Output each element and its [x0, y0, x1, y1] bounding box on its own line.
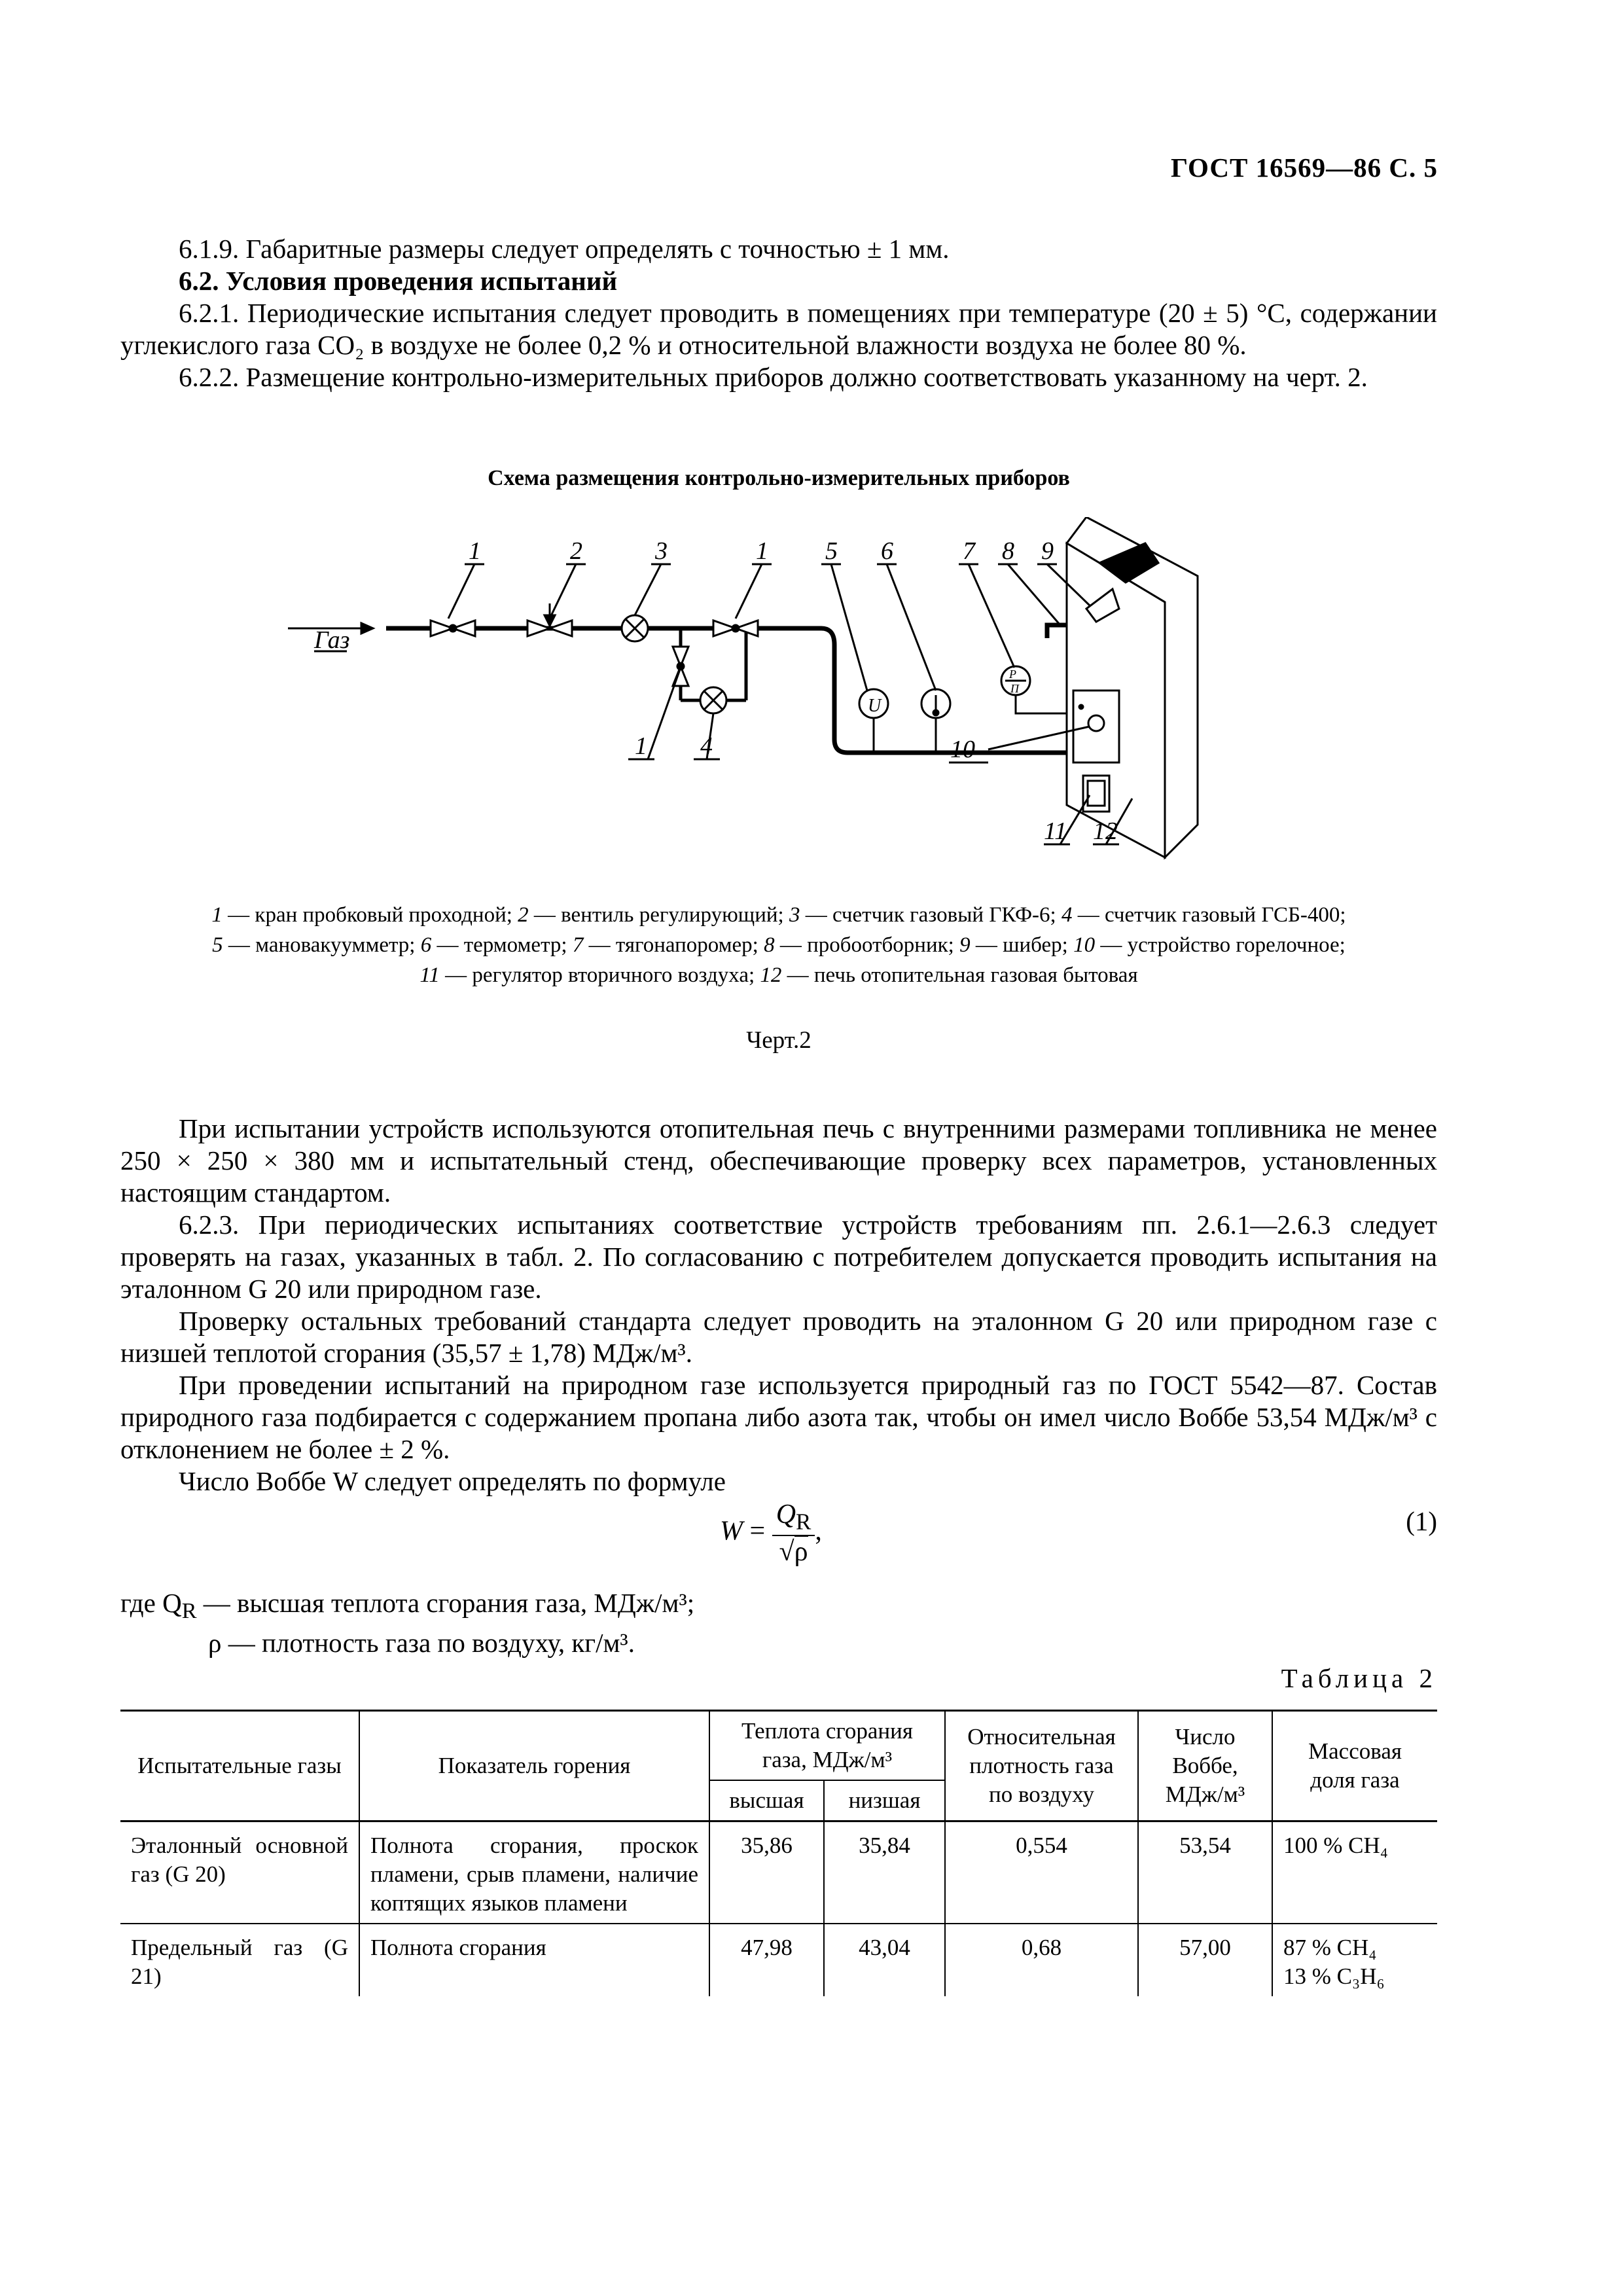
- legend-text: — регулятор вторичного воздуха;: [445, 963, 755, 987]
- heating-furnace-icon: [1067, 517, 1198, 857]
- callout-6: 6: [881, 537, 893, 565]
- legend-num: 11: [419, 963, 440, 987]
- cell-high: 47,98: [709, 1924, 824, 1996]
- callout-1a: 1: [469, 537, 481, 565]
- paragraph-6-2-1: 6.2.1. Периодические испытания следует проводить в помещениях при температуре (20 ± 5) °С, содержании углекислого газа СО₂ в воздухе не более 0,2 % и относительной влажности воздуха не более 80 %.: [120, 298, 1437, 360]
- table-row: [120, 1924, 1437, 1996]
- legend-num: 8: [764, 933, 775, 957]
- cell-wobbe: 53,54: [1138, 1821, 1272, 1924]
- cell-indicator: Полнота сгорания, проскок пламени, срыв пламени, наличие коптящих языков пламени: [359, 1821, 709, 1924]
- where-block: [120, 1587, 1437, 1659]
- gauge-label-p: Р: [1009, 668, 1016, 681]
- callout-3: 3: [655, 537, 668, 565]
- fraction-line: 13 % C₃H₆: [1283, 1964, 1385, 1989]
- formula-numerator: Q: [776, 1499, 796, 1530]
- legend-num: 10: [1073, 933, 1096, 957]
- paragraph-wobbe: Число Воббе W следует определять по формуле: [179, 1466, 726, 1496]
- legend-num: 6: [420, 933, 432, 957]
- instrument-layout-diagram: [288, 517, 1270, 870]
- formula-numerator-sub: R: [796, 1509, 812, 1535]
- paragraph-6-1-9: 6.1.9. Габаритные размеры следует определять с точностью ± 1 мм.: [179, 234, 950, 264]
- legend-text: — счетчик газовый ГСБ-400;: [1077, 903, 1346, 927]
- legend-text: — вентиль регулирующий;: [533, 903, 784, 927]
- formula-number: (1): [1406, 1506, 1437, 1536]
- legend-text: — устройство горелочное;: [1100, 933, 1346, 957]
- legend-text: — печь отопительная газовая бытовая: [787, 963, 1138, 987]
- section-heading: 6.2. Условия проведения испытаний: [179, 266, 618, 296]
- paragraph-6-2-3: 6.2.3. При периодических испытаниях соответствие устройств требованиям пп. 2.6.1—2.6.3 следует проверять на газах, указанных в табл. 2. По согласованию с потребителем допускается проводить испытания на эталонном G 20 или природном газе.: [120, 1210, 1437, 1304]
- figure-label: Черт.2: [746, 1027, 812, 1054]
- cell-indicator: Полнота сгорания: [359, 1924, 709, 1996]
- cell-low: 43,04: [824, 1924, 945, 1996]
- page-header: ГОСТ 16569—86 С. 5: [1170, 152, 1438, 183]
- paragraph-other-requirements: Проверку остальных требований стандарта следует проводить на эталонном G 20 или природном газе с низшей теплотой сгорания (35,57 ± 1,78) МДж/м³.: [120, 1306, 1437, 1368]
- header-fraction: Массовая доля газа: [1272, 1711, 1437, 1821]
- cell-high: 35,86: [709, 1821, 824, 1924]
- header-heat-low: низшая: [824, 1780, 945, 1821]
- paragraph-furnace: При испытании устройств используются отопительная печь с внутренними размерами топливника не менее 250 × 250 × 380 мм и испытательный стенд, обеспечивающие проверку всех параметров, установленных настоящим стандартом.: [120, 1113, 1437, 1208]
- cell-wobbe: 57,00: [1138, 1924, 1272, 1996]
- table-title: Таблица 2: [1281, 1663, 1437, 1693]
- callout-1c: 1: [635, 732, 647, 760]
- paragraph-natural-gas: При проведении испытаний на природном газе используется природный газ по ГОСТ 5542—87. Состав природного газа подбирается с содержанием пропана либо азота так, чтобы он имел число Воббе 53,54 МДж/м³ с отклонением не более ± 2 %.: [120, 1370, 1437, 1464]
- table-row: [120, 1821, 1437, 1924]
- where-rest: — высшая теплота сгорания газа, МДж/м³;: [196, 1588, 695, 1618]
- callout-9: 9: [1041, 537, 1054, 565]
- paragraph-6-2-2: 6.2.2. Размещение контрольно-измерительных приборов должно соответствовать указанному на черт. 2.: [179, 362, 1368, 392]
- callout-11: 11: [1044, 817, 1067, 845]
- legend-text: — счетчик газовый ГКФ-6;: [805, 903, 1056, 927]
- header-indicator: Показатель горения: [359, 1711, 709, 1821]
- cell-gas: Предельный газ (G 21): [120, 1924, 359, 1996]
- legend-num: 5: [212, 933, 223, 957]
- where-line-2: ρ — плотность газа по воздуху, кг/м³.: [208, 1628, 635, 1659]
- gauge-label-u: U: [868, 696, 882, 716]
- legend-text: — пробоотборник;: [779, 933, 954, 957]
- cell-low: 35,84: [824, 1821, 945, 1924]
- top-text: [120, 233, 1437, 393]
- regulating-valve-icon: [527, 603, 572, 636]
- where-sub: R: [181, 1599, 197, 1624]
- callout-4: 4: [700, 732, 713, 760]
- gas-meter-gkf-icon: [622, 615, 648, 641]
- legend-num: 1: [211, 903, 223, 927]
- callout-7: 7: [963, 537, 975, 565]
- plug-valve-2-icon: [713, 620, 758, 636]
- body-text: [120, 1113, 1437, 1498]
- cell-fraction: [1272, 1821, 1437, 1924]
- callout-2: 2: [570, 537, 582, 565]
- gas-meter-gsb-icon: [700, 687, 726, 713]
- header-gases: Испытательные газы: [120, 1711, 359, 1821]
- formula-lhs: W: [720, 1516, 743, 1547]
- inlet-label: Газ: [314, 626, 350, 654]
- legend-num: 9: [959, 933, 971, 957]
- plug-valve-bypass-icon: [673, 647, 688, 686]
- legend-num: 7: [572, 933, 584, 957]
- fraction-line: 100 % CH₄: [1283, 1833, 1388, 1858]
- legend-text: — термометр;: [437, 933, 567, 957]
- fraction-line: 87 % CH₄: [1283, 1935, 1377, 1960]
- header-heat-high: высшая: [709, 1780, 824, 1821]
- formula-denominator: ρ: [794, 1537, 808, 1568]
- cell-gas: Эталонный основной газ (G 20): [131, 1833, 348, 1887]
- callout-1b: 1: [756, 537, 768, 565]
- diagram-legend: [120, 900, 1437, 990]
- cell-density: 0,68: [945, 1924, 1138, 1996]
- callout-10: 10: [950, 736, 975, 763]
- legend-num: 3: [789, 903, 800, 927]
- legend-text: — мановакуумметр;: [228, 933, 416, 957]
- gas-table: [120, 1710, 1437, 1996]
- where-prefix: где Q: [120, 1588, 182, 1618]
- legend-text: — тягонапоромер;: [588, 933, 758, 957]
- legend-num: 2: [518, 903, 529, 927]
- legend-num: 4: [1061, 903, 1073, 927]
- legend-text: — кран пробковый проходной;: [228, 903, 512, 927]
- gauge-label-n: П: [1010, 682, 1019, 695]
- cell-fraction: [1272, 1924, 1437, 1996]
- plug-valve-1-icon: [431, 620, 475, 636]
- wobbe-formula: W = $\frac{Q_R}{√\rho}$ ,: [720, 1499, 822, 1568]
- legend-num: 12: [760, 963, 782, 987]
- callout-12: 12: [1093, 817, 1118, 845]
- header-density: Относительная плотность газа по воздуху: [945, 1711, 1138, 1821]
- callout-5: 5: [825, 537, 838, 565]
- header-heat: Теплота сгорания газа, МДж/м³: [709, 1711, 945, 1781]
- legend-text: — шибер;: [975, 933, 1068, 957]
- where-line-1: [120, 1587, 1437, 1627]
- header-wobbe: Число Воббе, МДж/м³: [1138, 1711, 1272, 1821]
- diagram-caption: Схема размещения контрольно-измерительных приборов: [488, 466, 1070, 490]
- callout-8: 8: [1002, 537, 1014, 565]
- cell-density: 0,554: [945, 1821, 1138, 1924]
